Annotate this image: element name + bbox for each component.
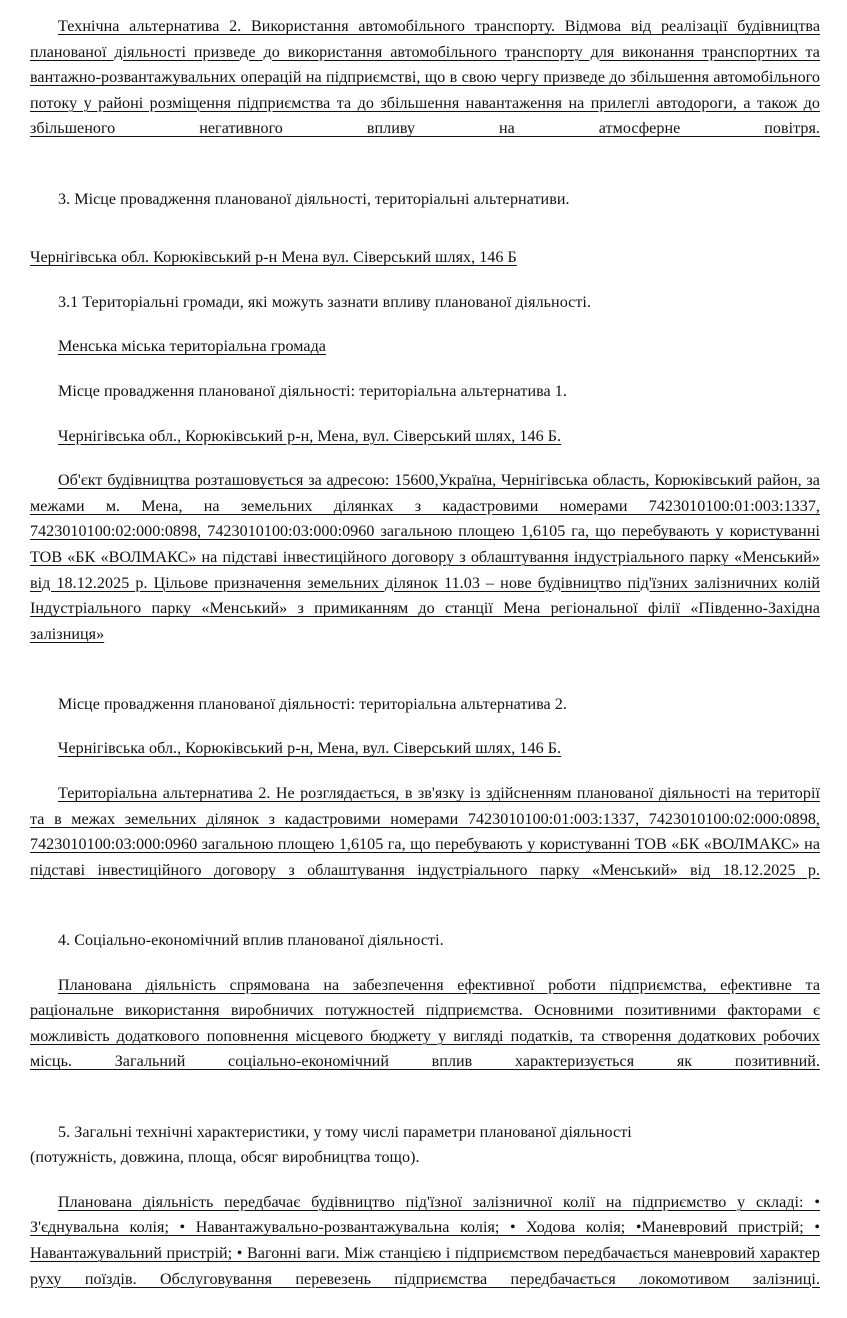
paragraph-object-description: Об'єкт будівництва розташовується за адресою: 15600,Україна, Чернігівська область, Корюківський район, за межами м. Мена, на земельних ділянках з кадастровими номерами 7423010100:01:003:1337, 7423010100:02:000:0898, 7423010100:03:000:0960 загальною площею 1,6105 га, що перебувають у користуванні ТОВ «БК «ВОЛМАКС» на підставі інвестиційного договору з облаштування індустріального парку «Менський» від 18.12.2025 р. Цільове призначення земельних ділянок 11.03 – нове будівництво під'їзних залізничних колій Індустріального парку «Менський» з примиканням до станції Мена регіональної філії «Південно-Західна залізниця» (30, 472, 820, 643)
heading-section-3-1: 3.1 Територіальні громади, які можуть зазнати впливу планованої діяльності. (58, 293, 592, 311)
paragraph-technical-alternative-2: Технічна альтернатива 2. Використання автомобільного транспорту. Відмова від реалізації будівництва планованої діяльності призведе до використання автомобільного транспорту для виконання транспортних та вантажно-розвантажувальних операцій на підприємстві, що в свою чергу призведе до збільшення автомобільного потоку у районі розміщення підприємства та до збільшення навантаження на прилеглі автодороги, а також до збільшеного негативного впливу на атмосферне повітря. (30, 18, 820, 138)
territorial-community-name: Менська міська територіальна громада (58, 338, 326, 356)
heading-section-4: 4. Соціально-економічний вплив планованої діяльності. (58, 932, 444, 950)
address-territorial-alternative-1: Чернігівська обл., Корюківський р-н, Мена, вул. Сіверський шлях, 146 Б. (58, 427, 562, 445)
heading-section-3: 3. Місце провадження планованої діяльності, територіальні альтернативи. (58, 190, 570, 208)
address-main: Чернігівська обл. Корюківський р-н Мена вул. Сіверський шлях, 146 Б (30, 249, 517, 267)
paragraph-territorial-alternative-2: Територіальна альтернатива 2. Не розглядається, в зв'язку із здійсненням планованої діяльності на території та в межах земельних ділянок з кадастровими номерами 7423010100:01:003:1337, 7423010100:02:000:0898, 7423010100:03:000:0960 загальною площею 1,6105 га, що перебувають у користуванні ТОВ «БК «ВОЛМАКС» на підставі інвестиційного договору з облаштування індустріального парку «Менський» від 18.12.2025 р. (30, 785, 820, 879)
place-territorial-alternative-1: Місце провадження планованої діяльності: територіальна альтернатива 1. (58, 382, 567, 400)
paragraph-technical-composition: Планована діяльність передбачає будівництво під'їзної залізничної колії на підприємство у складі: • З'єднувальна колія; • Навантажувально-розвантажувальна колія; • Ходова колія; •Маневровий пристрій; • Навантажувальний пристрій; • Вагонні ваги. Між станцією і підприємством передбачається маневровий характер руху поїздів. Обслуговування перевезень підприємства передбачається локомотивом залізниці. (30, 1193, 820, 1288)
heading-section-5-line-2: (потужність, довжина, площа, обсяг виробництва тощо). (30, 1149, 420, 1167)
place-territorial-alternative-2: Місце провадження планованої діяльності: територіальна альтернатива 2. (58, 695, 567, 713)
address-territorial-alternative-2: Чернігівська обл., Корюківський р-н, Мена, вул. Сіверський шлях, 146 Б. (58, 740, 562, 758)
heading-section-5-line-1: 5. Загальні технічні характеристики, у тому числі параметри планованої діяльності (58, 1123, 632, 1141)
paragraph-socio-economic-impact: Планована діяльність спрямована на забезпечення ефективної роботи підприємства, ефективне та раціональне використання виробничих потужностей підприємства. Основними позитивними факторами є можливість додаткового поповнення місцевого бюджету у вигляді податків, та створення додаткових робочих місць. Загальний соціально-економічний вплив характеризується як позитивний. (30, 976, 820, 1071)
